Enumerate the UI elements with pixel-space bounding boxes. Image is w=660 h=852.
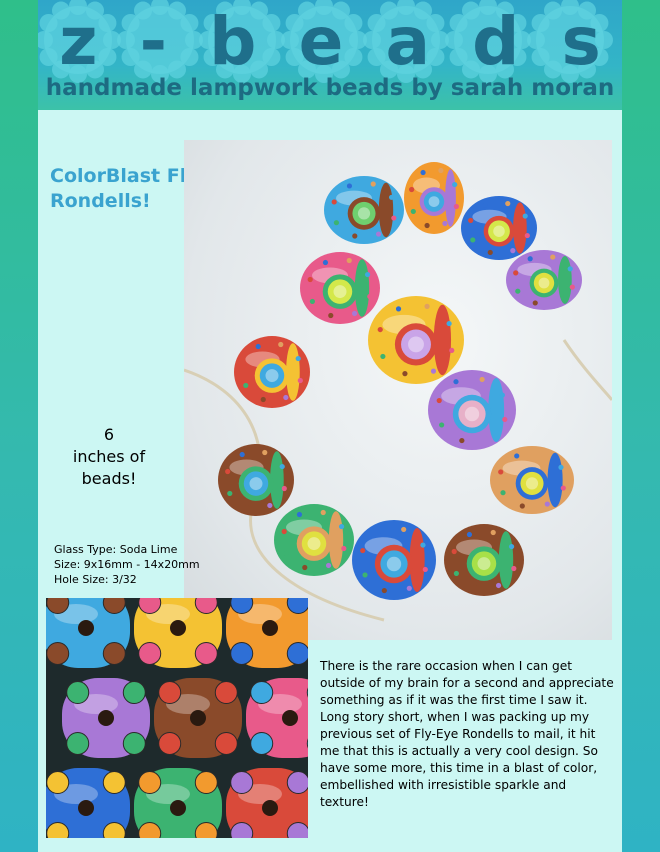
- bead-icon: [234, 336, 310, 408]
- count-line: beads!: [81, 469, 137, 488]
- bead-icon: [46, 598, 130, 668]
- bead-icon: [62, 678, 150, 758]
- logo-letter: e: [298, 2, 344, 80]
- bead-icon: [490, 446, 574, 514]
- bead-icon: [368, 296, 464, 384]
- bead-icon: [461, 196, 537, 260]
- bead-icon: [428, 370, 516, 450]
- logo-letter: b: [209, 2, 257, 80]
- bead-icon: [226, 768, 308, 838]
- product-description: There is the rare occasion when I can get outside of my brain for a second and appreciate something as if it was the first time I saw it. Long story short, when I was packing up my previous set of Fly-Eye Rondells to mail, it hit me that this is actually a very cool design. So have some more, this time in a blast of color, embellished with irresistible sparkle and texture!: [320, 659, 614, 809]
- bead-icon: [46, 768, 130, 838]
- bead-icon: [154, 678, 242, 758]
- logo-letter: a: [385, 2, 431, 80]
- bead-icon: [274, 504, 354, 576]
- bead-icon: [246, 678, 308, 758]
- spec-hole-size: Hole Size: 3/32: [54, 573, 137, 586]
- logo-letter: -: [139, 2, 168, 80]
- bead-icon: [506, 250, 582, 310]
- product-title: ColorBlast Fly-Eye Rondells!: [50, 165, 245, 212]
- bead-icon: [444, 524, 524, 596]
- bead-specs: [54, 542, 254, 587]
- spec-size: Size: 9x16mm - 14x20mm: [54, 558, 200, 571]
- site-logo[interactable]: [38, 2, 622, 80]
- bead-icon: [324, 176, 404, 244]
- closeup-bead-photo: [46, 598, 308, 838]
- spec-glass-type: Glass Type: Soda Lime: [54, 543, 178, 556]
- bead-icon: [134, 768, 222, 838]
- site-tagline: handmade lampwork beads by sarah moran: [45, 75, 615, 101]
- logo-letter: d: [472, 2, 520, 80]
- bead-icon: [300, 252, 380, 324]
- count-line: 6: [103, 425, 115, 444]
- bead-icon: [218, 444, 294, 516]
- bead-icon: [404, 162, 464, 234]
- bead-icon: [352, 520, 436, 600]
- product-content: [38, 110, 622, 852]
- bead-icon: [226, 598, 308, 668]
- bead-icon: [134, 598, 222, 668]
- count-line: inches of: [72, 447, 146, 466]
- page: [38, 0, 622, 852]
- logo-letter: s: [561, 2, 601, 80]
- bead-strand-length: [56, 424, 162, 490]
- site-header: [38, 0, 622, 110]
- logo-letter: z: [59, 2, 98, 80]
